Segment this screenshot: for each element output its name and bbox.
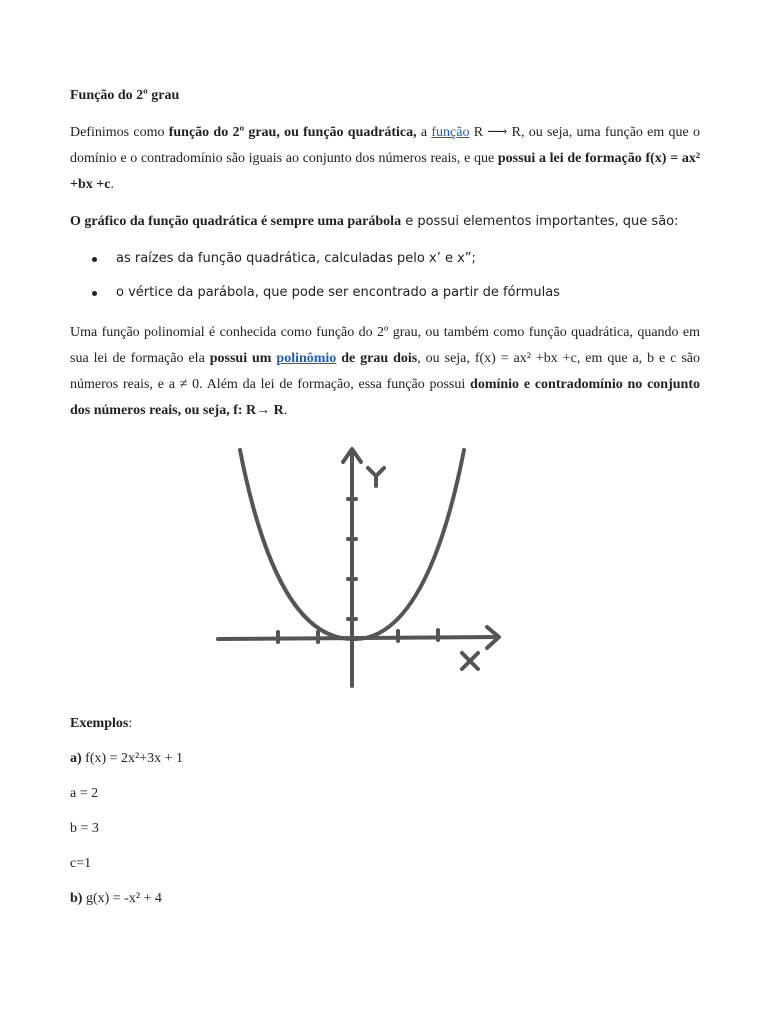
example-a <box>70 747 700 771</box>
list-item-text: o vértice da parábola, que pode ser encontrado a partir de fórmulas <box>116 285 560 300</box>
graph-strokes <box>218 449 499 686</box>
parabola-graph <box>212 438 512 692</box>
bullet-icon <box>92 291 97 296</box>
coefficient-a: a = 2 <box>70 786 99 801</box>
definition-paragraph <box>70 120 700 198</box>
example-a-function: f(x) = 2x²+3x + 1 <box>81 751 184 766</box>
coefficient-c: c=1 <box>70 856 92 871</box>
bullet-icon <box>92 257 97 262</box>
text: R ⟶ R, ou seja, uma função em que o domínio e o contradomínio são iguais ao conjunto dos números reais, e que <box>70 125 700 166</box>
section-heading: Função do 2º grau <box>70 88 180 103</box>
document-body <box>70 86 700 424</box>
text: a <box>416 125 432 140</box>
example-b-label: b) <box>70 891 83 906</box>
polynomial-paragraph <box>70 320 700 424</box>
example-b <box>70 887 700 911</box>
bold-text: de grau dois <box>336 351 418 366</box>
text: . <box>283 403 288 418</box>
polinomio-link[interactable]: polinômio <box>276 351 337 366</box>
list-item <box>70 276 700 310</box>
bold-text: função do 2º grau, ou função quadrática, <box>168 125 417 140</box>
bold-text: possui a lei de formação f(x) = ax² +bx +c <box>70 151 701 192</box>
list-item <box>70 242 700 276</box>
bold-text: domínio e contradomínio no conjunto dos números reais, ou seja, f: R→ R <box>70 377 700 418</box>
funcao-link[interactable]: função <box>431 125 470 140</box>
text: Definimos como <box>70 125 169 140</box>
bold-text: O gráfico da função quadrática é sempre uma parábola <box>70 214 402 229</box>
list-item-text: as raízes da função quadrática, calculadas pelo x’ e x”; <box>116 251 476 266</box>
graph-paragraph <box>70 210 700 234</box>
text: e possui elementos importantes, que são: <box>401 214 679 229</box>
example-a-label: a) <box>70 751 82 766</box>
text: , ou seja, f(x) = ax² +bx +c, em que a, b e c são números reais, e a ≠ 0. Além da lei de formação, essa função possui <box>70 351 701 392</box>
examples-heading <box>70 712 700 736</box>
colon: : <box>128 716 133 731</box>
examples-title: Exemplos <box>70 716 129 731</box>
bold-text: possui um <box>209 351 277 366</box>
example-b-function: g(x) = -x² + 4 <box>82 891 162 906</box>
text: . <box>110 177 114 192</box>
elements-list <box>70 242 700 310</box>
examples-section <box>70 712 700 922</box>
coefficient-b: b = 3 <box>70 821 99 836</box>
text: Uma função polinomial é conhecida como função do 2º grau, ou também como função quadrática, quando em sua lei de formação ela <box>70 325 700 366</box>
